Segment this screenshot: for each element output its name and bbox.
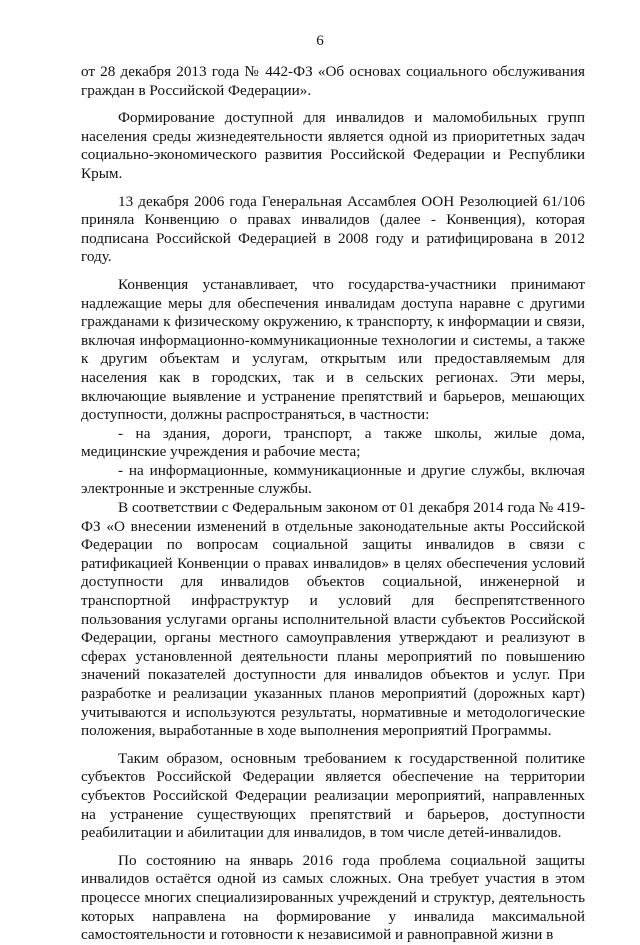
- paragraph-state-policy: Таким образом, основным требованием к государственной политике субъектов Российской Федерации является обеспечение на территории субъектов Российской Федерации реализации мероприятий, направленных на устранение существующих препятствий и барьеров, доступности реабилитации и абилитации для инвалидов, в том числе детей-инвалидов.: [81, 749, 585, 842]
- paragraph-law-reference: от 28 декабря 2013 года № 442-ФЗ «Об основах социального обслуживания граждан в Российской Федерации».: [81, 63, 585, 99]
- paragraph-federal-law-419: В соответствии с Федеральным законом от 01 декабря 2014 года № 419-ФЗ «О внесении изменений в отдельные законодательные акты Российской Федерации по вопросам социальной защиты инвалидов в связи с ратификацией Конвенции о правах инвалидов» в целях обеспечения условий доступности для инвалидов объектов социальной, инженерной и транспортной инфраструктур и условий для беспрепятственного пользования услугами органы исполнительной власти субъектов Российской Федерации, органы местного самоуправления утверждают и реализуют в сферах установленной деятельности планы мероприятий по повышению значений показателей доступности для инвалидов объектов и услуг. При разработке и реализации указанных планов мероприятий (дорожных карт) учитываются и используются результаты, нормативные и методологические положения, выработанные в ходе выполнения мероприятий Программы.: [81, 499, 585, 740]
- paragraph-situation-2016: По состоянию на январь 2016 года проблема социальной защиты инвалидов остаётся одной из самых сложных. Она требует участия в этом процессе многих специализированных учреждений и структур, деятельность которых направлена на формирование у инвалида максимальной самостоятельности и готовности к независимой и равноправной жизни в: [81, 851, 585, 944]
- paragraph-convention-measures: Конвенция устанавливает, что государства-участники принимают надлежащие меры для обеспечения инвалидам доступа наравне с другими гражданами к физическому окружению, к транспорту, к информации и связи, включая информационно-коммуникационные технологии и системы, а также к другим объектам и услугам, открытым или предоставляемым для населения как в городских, так и в сельских регионах. Эти меры, включающие выявление и устранение препятствий и барьеров, мешающих доступности, должны распространяться, в частности:: [81, 275, 585, 424]
- paragraph-accessible-environment: Формирование доступной для инвалидов и маломобильных групп населения среды жизнедеятельности является одной из приоритетных задач социально-экономического развития Российской Федерации и Республики Крым.: [81, 109, 585, 182]
- paragraph-un-convention: 13 декабря 2006 года Генеральная Ассамблея ООН Резолюцией 61/106 приняла Конвенцию о правах инвалидов (далее - Конвенция), которая подписана Российской Федерацией в 2008 году и ратифицирована в 2012 году.: [81, 192, 585, 266]
- page-number: 6: [316, 33, 324, 49]
- list-item-services: - на информационные, коммуникационные и другие службы, включая электронные и экстренные службы.: [81, 461, 585, 498]
- document-body: [81, 63, 585, 945]
- list-item-buildings: - на здания, дороги, транспорт, а также школы, жилые дома, медицинские учреждения и рабочие места;: [81, 424, 585, 461]
